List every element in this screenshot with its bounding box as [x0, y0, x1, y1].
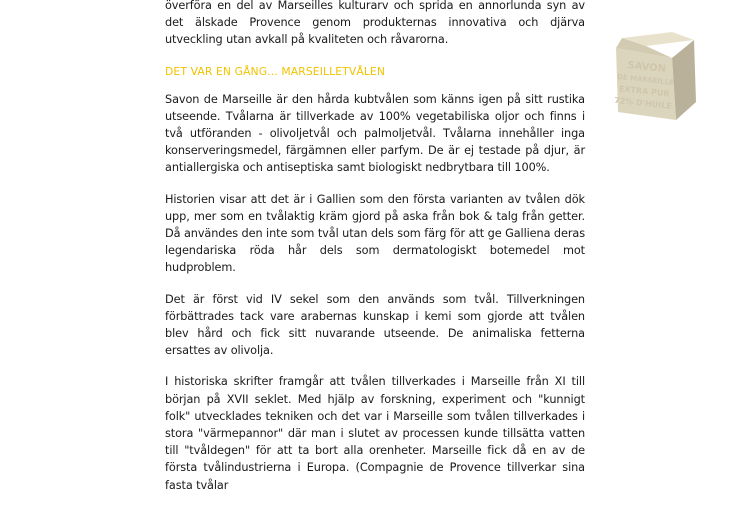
- soap-stamp-line-3: EXTRA PUR: [618, 84, 670, 99]
- paragraph-savon-de-marseille: Savon de Marseille är den hårda kubtvålen som känns igen på sitt rustika utseende. Tvålarna är tillverkade av 100% vegetabiliska oljor och finns i två utföranden - olivoljetvål och palmoljetvål. Tvålarna innehåller inga konserveringsmedel, färgämnen eller parfym. De är ej testade på djur, är antiallergiska och antiseptiska samt biologiskt nedbrytbara till 100%.: [165, 92, 585, 175]
- section-heading: DET VAR EN GÅNG... MARSEILLETVÅLEN: [165, 64, 386, 78]
- soap-side-face: [672, 40, 696, 120]
- paragraph-history-gallien: Historien visar att det är i Gallien som den första varianten av tvålen dök upp, mer som en tvålaktig kräm gjord på aska från bok & talg från getter. Då användes den inte som tvål utan dels som färg för att ge Galliena deras legendariska röda hår dels som dermatologiskt botemedel mot hudproblem.: [165, 192, 585, 275]
- paragraph-marseille-production: I historiska skrifter framgår att tvålen tillverkades i Marseille från XI till början på XVII seklet. Med hjälp av forskning, experiment och "kunnigt folk" utvecklades tekniken och det var i Marseille som tvålen tillverkades i stora "värmepannor" där man i slutet av processen kunde tillsätta vatten till "tvåldegen" för att ta bort alla orenheter. Marseille fick då en av de första tvålindustrierna i Europa. (Compagnie de Provence tillverkar sina fasta tvålar: [165, 375, 585, 492]
- soap-bar-image: [612, 30, 698, 122]
- soap-bar-illustration: [612, 30, 698, 122]
- intro-paragraph: överföra en del av Marseilles kulturarv och sprida en annorlunda syn av det älskade Provence genom produkternas innovativa och djärva utveckling utan avkall på kvaliteten och råvarorna.: [165, 0, 585, 47]
- soap-stamp-line-2: DE MARSEILLE: [616, 72, 675, 87]
- soap-stamp-line-4: 72% D'HUILE: [613, 95, 673, 111]
- article-text-column: [165, 0, 585, 508]
- soap-stamp-line-1: SAVON: [626, 59, 667, 75]
- paragraph-fourth-century: Det är först vid IV sekel som den används som tvål. Tillverkningen förbättrades tack vare arabernas kunskap i kemi som gjorde att tvålen blev hård och fick sitt nuvarande utseende. De animaliska fetterna ersattes av olivolja.: [165, 292, 585, 358]
